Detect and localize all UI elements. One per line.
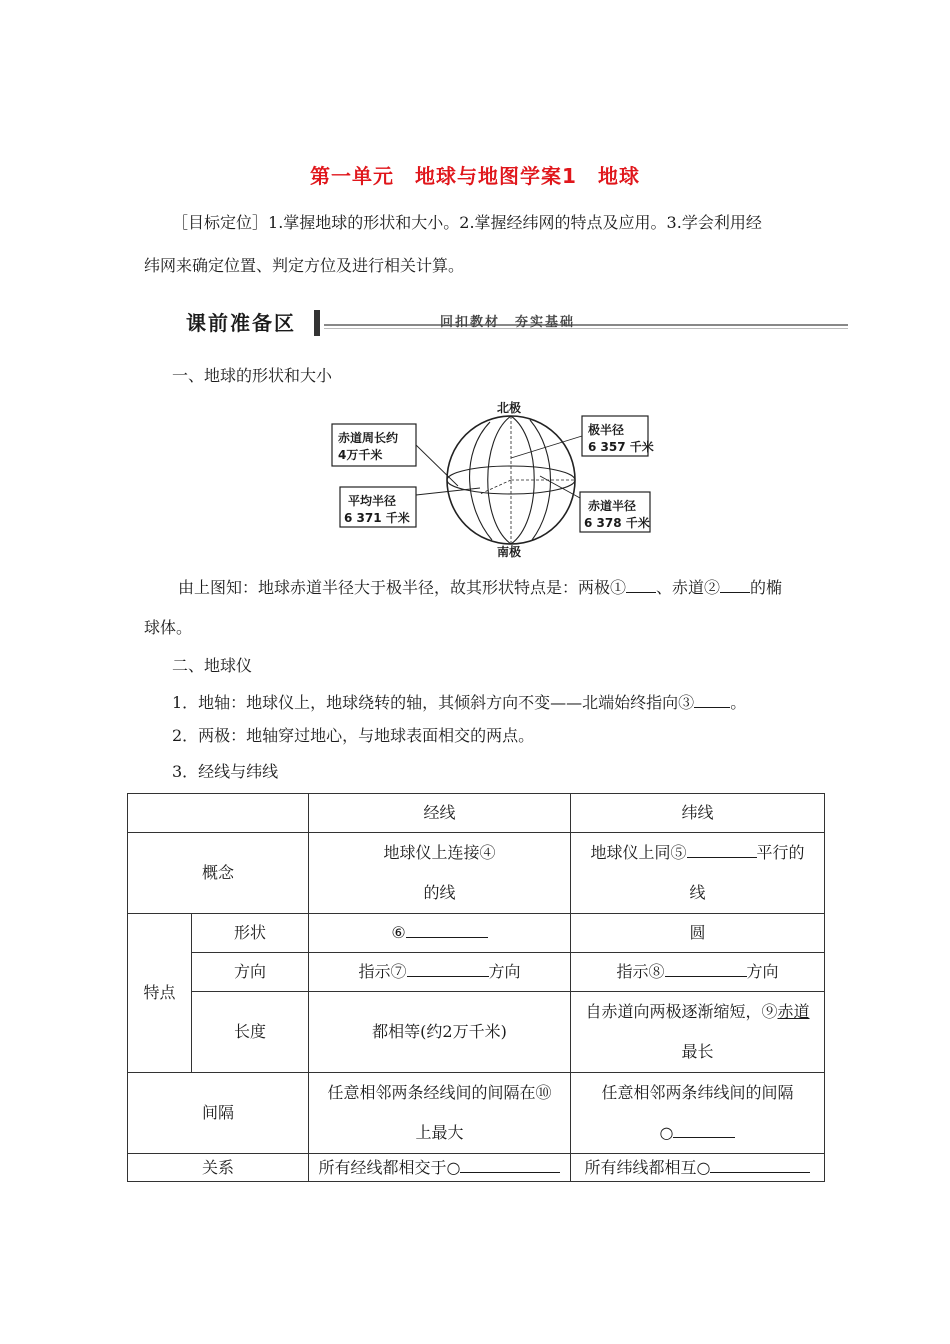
blank-6[interactable]	[406, 921, 488, 938]
meridian-parallel-table	[127, 793, 825, 1182]
banner-subtitle: 回扣教材 夯实基础	[440, 315, 576, 330]
interval-meridian-line2: 上最大	[415, 1123, 464, 1142]
globe-item-2: 2．两极：地轴穿过地心，与地球表面相交的两点。	[172, 726, 535, 745]
north-pole-label: 北极	[497, 401, 522, 415]
banner-title: 课前准备区	[186, 311, 296, 335]
shape-meridian-text: ⑥	[391, 923, 406, 942]
direction-parallel	[571, 953, 825, 992]
interval-meridian-line1: 任意相邻两条经线间的间隔在⑩	[327, 1083, 552, 1102]
goal-label: ［目标定位］	[172, 213, 269, 232]
shape-meridian	[309, 914, 571, 953]
south-pole-label: 南极	[497, 545, 522, 559]
page-title: 第一单元 地球与地图学案1 地球	[310, 164, 640, 188]
banner-rule-thin	[324, 328, 848, 329]
length-parallel-line1	[575, 992, 820, 1032]
shape-text-b: 、赤道②	[656, 578, 721, 597]
length-parallel-text: 自赤道向两极逐渐缩短，⑨	[585, 1002, 778, 1021]
concept-meridian	[309, 833, 571, 914]
goal-line-1	[172, 213, 762, 233]
blank-3[interactable]	[694, 691, 730, 708]
table-row	[128, 794, 825, 833]
row-label-shape: 形状	[192, 914, 309, 953]
table-row	[128, 914, 825, 953]
row-label-direction: 方向	[192, 953, 309, 992]
shape-text-c: 的椭	[750, 578, 783, 597]
concept-parallel-line2: 线	[689, 883, 706, 902]
section-banner	[172, 306, 848, 342]
interval-parallel-mark: ○	[659, 1123, 674, 1142]
interval-parallel-line1: 任意相邻两条纬线间的间隔	[601, 1083, 794, 1102]
blank-7[interactable]	[407, 960, 489, 977]
shape-text-d: 球体。	[144, 618, 193, 637]
concept-meridian-line1: 地球仪上连接④	[383, 843, 496, 862]
row-label-length: 长度	[192, 992, 309, 1073]
globe-item-1-text: 1．地轴：地球仪上，地球绕转的轴，其倾斜方向不变——北端始终指向③	[172, 693, 695, 712]
direction-parallel-a: 指示⑧	[616, 962, 665, 981]
table-row	[128, 1073, 825, 1154]
concept-parallel-text-b: 平行的	[756, 843, 805, 862]
table-row	[128, 992, 825, 1073]
banner-bar	[314, 310, 320, 336]
equatorial-radius-value: 6 378 千米	[584, 516, 650, 530]
globe-item-3: 3．经线与纬线	[172, 762, 279, 781]
length-parallel-line2: 最长	[681, 1042, 714, 1061]
length-parallel	[571, 992, 825, 1073]
row-label-feature: 特点	[128, 914, 192, 1073]
blank-8[interactable]	[665, 960, 747, 977]
equator-circumference-value: 4万千米	[338, 448, 383, 462]
direction-meridian-b: 方向	[488, 962, 521, 981]
interval-meridian	[309, 1073, 571, 1154]
mean-radius-label: 平均半径	[348, 494, 397, 508]
goal-line-2: 纬网来确定位置、判定方位及进行相关计算。	[144, 256, 465, 275]
blank-13[interactable]	[710, 1156, 810, 1173]
relation-parallel-text: 所有纬线都相互○	[584, 1157, 711, 1177]
polar-radius-label: 极半径	[588, 423, 625, 437]
earth-diagram	[330, 398, 652, 558]
row-label-relation: 关系	[128, 1154, 309, 1182]
concept-parallel-text: 地球仪上同⑤	[590, 843, 687, 862]
concept-meridian-line2: 的线	[423, 883, 456, 902]
interval-parallel	[571, 1073, 825, 1154]
shape-conclusion	[178, 576, 782, 598]
interval-parallel-line2	[575, 1113, 820, 1153]
blank-1[interactable]	[626, 576, 656, 593]
header-meridian: 经线	[309, 794, 571, 833]
blank-12[interactable]	[460, 1156, 560, 1173]
shape-text-a: 由上图知：地球赤道半径大于极半径，故其形状特点是：两极①	[178, 578, 627, 597]
concept-parallel	[571, 833, 825, 914]
table-corner-cell	[128, 794, 309, 833]
concept-parallel-line1	[575, 833, 820, 873]
blank-11[interactable]	[673, 1121, 735, 1138]
direction-meridian-a: 指示⑦	[358, 962, 407, 981]
globe-item-1	[172, 691, 746, 713]
section2-heading: 二、地球仪	[172, 656, 253, 675]
relation-meridian-text: 所有经线都相交于○	[318, 1157, 461, 1177]
header-parallel: 纬线	[571, 794, 825, 833]
section1-heading: 一、地球的形状和大小	[172, 366, 333, 385]
goal-text-1: 1.掌握地球的形状和大小。2.掌握经纬网的特点及应用。3.学会利用经	[268, 213, 762, 232]
row-label-concept: 概念	[128, 833, 309, 914]
equator-circumference-label: 赤道周长约	[338, 431, 399, 445]
relation-parallel	[571, 1154, 825, 1182]
direction-meridian	[309, 953, 571, 992]
globe-item-1-end: 。	[730, 693, 747, 712]
equatorial-radius-label: 赤道半径	[588, 499, 637, 513]
row-label-interval: 间隔	[128, 1073, 309, 1154]
table-row	[128, 833, 825, 914]
blank-5[interactable]	[687, 841, 757, 858]
table-row	[128, 953, 825, 992]
relation-meridian	[309, 1154, 571, 1182]
length-meridian: 都相等(约2万千米)	[309, 992, 571, 1073]
mean-radius-value: 6 371 千米	[344, 511, 410, 525]
direction-parallel-b: 方向	[746, 962, 779, 981]
length-parallel-answer: 赤道	[777, 1002, 810, 1021]
blank-2[interactable]	[720, 576, 750, 593]
shape-parallel: 圆	[571, 914, 825, 953]
table-row	[128, 1154, 825, 1182]
polar-radius-value: 6 357 千米	[588, 440, 654, 454]
banner-rule	[324, 324, 848, 326]
